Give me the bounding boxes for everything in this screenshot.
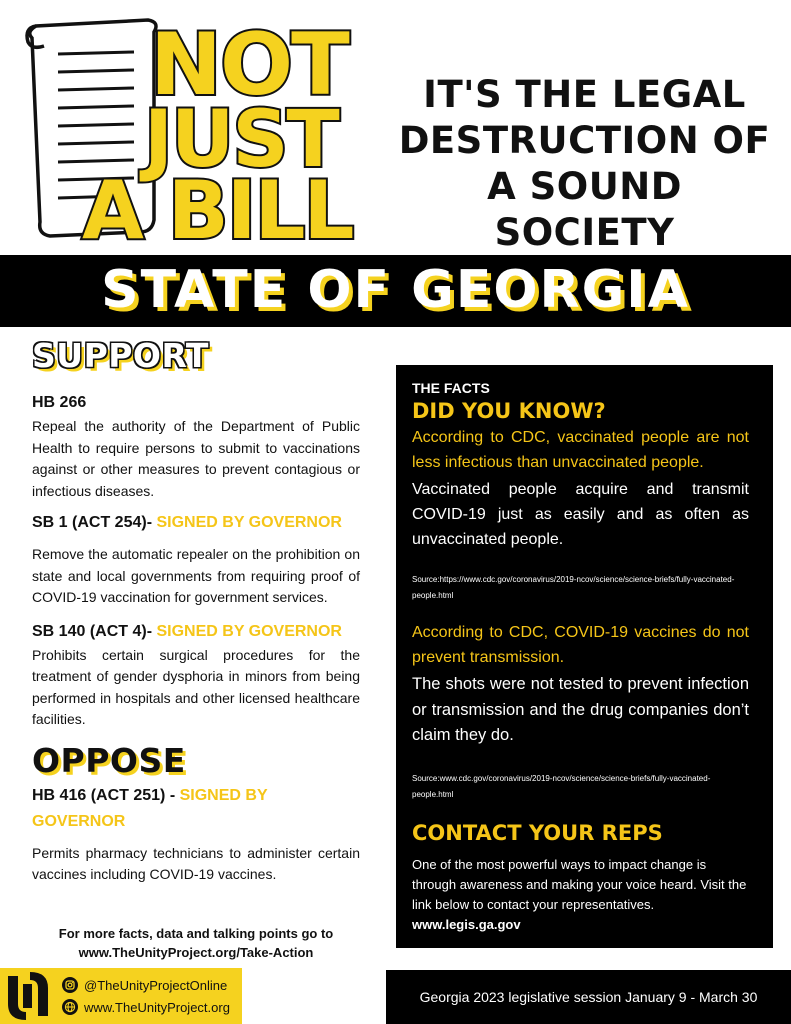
fact-claim: According to CDC, vaccinated people are not less infectious than unvaccinated people. [412, 429, 749, 471]
contact-reps-heading: CONTACT YOUR REPS [412, 820, 663, 845]
social-handle: @TheUnityProjectOnline [84, 977, 228, 993]
bill-hb-266 [32, 390, 360, 502]
instagram-icon [62, 977, 78, 993]
session-dates: Georgia 2023 legislative session January 9 - March 30 [386, 970, 791, 1024]
contact-reps-text: One of the most powerful ways to impact change is through awareness and making your voice heard. Visit the link below to contact your representatives. [412, 856, 747, 912]
fact-detail: Vaccinated people acquire and transmit COVID-19 just as easily and as often as unvaccinated people. [412, 481, 749, 548]
facts-panel [396, 365, 773, 948]
logo-word-just: JUST [144, 95, 338, 185]
oppose-heading: OPPOSE [32, 740, 186, 780]
legis-link[interactable]: www.legis.ga.gov [412, 916, 521, 932]
bill-description: Permits pharmacy technicians to administer certain vaccines including COVID-19 vaccines. [32, 844, 360, 882]
logo-word-a-bill: A BILL [82, 164, 353, 246]
headline-line: IT'S THE LEGAL [423, 73, 746, 116]
website-url: www.TheUnityProject.org [84, 999, 230, 1015]
website-row[interactable] [62, 999, 230, 1015]
brand-footer [0, 968, 242, 1024]
did-you-know-heading: DID YOU KNOW? [412, 399, 606, 423]
bill-sb-1 [32, 510, 360, 609]
take-action-link[interactable]: www.TheUnityProject.org/Take-Action [78, 945, 314, 960]
fact-source: Source:https://www.cdc.gov/coronavirus/2019-ncov/science/science-briefs/fully-vaccinated-people.html [412, 575, 735, 600]
support-heading: SUPPORT [32, 336, 209, 375]
bill-description: Repeal the authority of the Department of Public Health to require persons to submit to vaccinations against or other measures to prevent contagious or infectious diseases. [32, 418, 360, 499]
state-title: STATE OF GEORGIA [101, 260, 690, 320]
bill-sb-140 [32, 619, 360, 731]
logo-word-not: NOT [150, 15, 348, 115]
not-just-a-bill-logo [22, 10, 384, 246]
bill-title: SB 1 (ACT 254)- SIGNED BY GOVERNOR [32, 514, 342, 531]
bill-description: Remove the automatic repealer on the prohibition on state and local governments from requiring proof of COVID-19 vaccination for government services. [32, 546, 360, 605]
bills-column [32, 336, 360, 886]
fact-claim: According to CDC, COVID-19 vaccines do not prevent transmission. [412, 624, 749, 666]
facts-label: THE FACTS [412, 380, 490, 396]
headline [392, 72, 777, 256]
headline-line: A SOUND SOCIETY [487, 165, 682, 254]
bill-hb-416 [32, 783, 360, 886]
unity-logo-icon [4, 970, 52, 1022]
headline-line: DESTRUCTION OF [398, 119, 771, 162]
signed-status: SIGNED BY GOVERNOR [156, 514, 342, 531]
globe-icon [62, 999, 78, 1015]
bill-description: Prohibits certain surgical procedures for the treatment of gender dysphoria in minors from being performed in hospitals and other licensed healthcare facilities. [32, 646, 360, 727]
signed-status: SIGNED BY GOVERNOR [32, 786, 268, 830]
bill-title: SB 140 (ACT 4)- SIGNED BY GOVERNOR [32, 622, 342, 640]
signed-status: SIGNED BY GOVERNOR [156, 622, 342, 640]
fact-detail: The shots were not tested to prevent infection or transmission and the drug companies don’t claim they do. [412, 675, 749, 744]
more-facts-note [32, 924, 360, 962]
bill-title: HB 416 (ACT 251) - SIGNED BY GOVERNOR [32, 786, 268, 830]
fact-source: Source:www.cdc.gov/coronavirus/2019-ncov/science/science-briefs/fully-vaccinated-people.html [412, 773, 711, 799]
social-handle-row[interactable] [62, 977, 227, 993]
more-facts-text: For more facts, data and talking points go to [58, 926, 334, 941]
bill-title: HB 266 [32, 394, 87, 411]
